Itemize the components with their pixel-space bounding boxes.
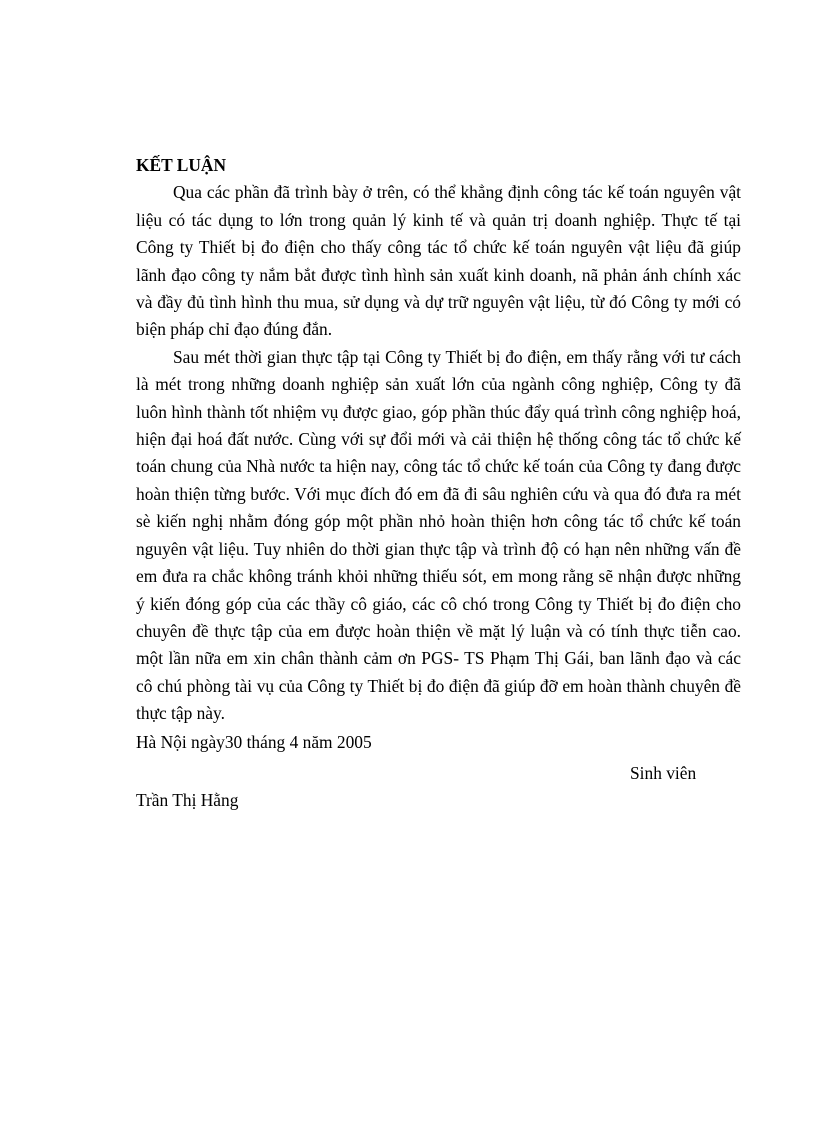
paragraph-1: Qua các phần đã trình bày ở trên, có thể khẳng định công tác kế toán nguyên vật liệu có tác dụng to lớn trong quản lý kinh tế và quản trị doanh nghiệp. Thực tế tại Công ty Thiết bị đo điện cho thấy công tác tổ chức kế toán nguyên vật liệu đã giúp lãnh đạo công ty nắm bắt được tình hình sản xuất kinh doanh, nã phản ánh chính xác và đầy đủ tình hình thu mua, sử dụng và dự trữ nguyên vật liệu, từ đó Công ty mới có biện pháp chỉ đạo đúng đắn. (136, 182, 741, 340)
document-body (136, 152, 741, 815)
conclusion-heading: KẾT LUẬN (136, 155, 227, 175)
paragraph-2: Sau mét thời gian thực tập tại Công ty Thiết bị đo điện, em thấy rằng với tư cách là mét trong những doanh nghiệp sản xuất lớn của ngành công nghiệp, Công ty đã luôn hình thành tốt nhiệm vụ được giao, góp phần thúc đẩy quá trình công nghiệp hoá, hiện đại hoá đất nước. Cùng với sự đổi mới và cải thiện hệ thống công tác tổ chức kế toán chung của Nhà nước ta hiện nay, công tác tổ chức kế toán của Công ty đang được hoàn thiện từng bước. Với mục đích đó em đã đi sâu nghiên cứu và qua đó đưa ra mét sè kiến nghị nhằm đóng góp một phần nhỏ hoàn thiện hơn công tác tổ chức kế toán nguyên vật liệu. Tuy nhiên do thời gian thực tập và trình độ có hạn nên những vấn đề em đưa ra chắc không tránh khỏi những thiếu sót, em mong rằng sẽ nhận được những ý kiến đóng góp của các thầy cô giáo, các cô chó trong Công ty Thiết bị đo điện cho chuyên đề thực tập của em được hoàn thiện về mặt lý luận và có tính thực tiễn cao. một lần nữa em xin chân thành cảm ơn PGS- TS Phạm Thị Gái, ban lãnh đạo và các cô chú phòng tài vụ của Công ty Thiết bị đo điện đã giúp đỡ em hoàn thành chuyên đề thực tập này. (136, 346, 741, 724)
signer-role: Sinh viên (630, 762, 697, 783)
signer-name: Trần Thị Hằng (136, 790, 239, 811)
date-line: Hà Nội ngày30 tháng 4 năm 2005 (136, 731, 372, 752)
